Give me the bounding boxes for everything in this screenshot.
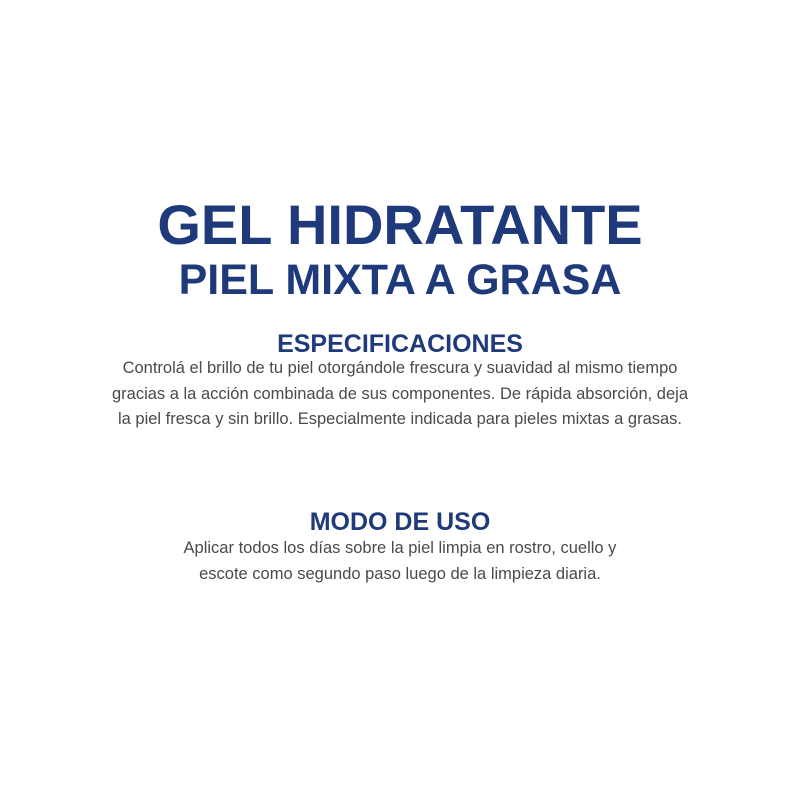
specifications-heading: ESPECIFICACIONES xyxy=(277,330,523,358)
product-title: GEL HIDRATANTE xyxy=(157,193,643,256)
usage-heading: MODO DE USO xyxy=(309,508,491,536)
usage-text: Aplicar todos los días sobre la piel limpia en rostro, cuello y escote como segundo paso luego de la limpieza diaria. xyxy=(183,539,617,583)
product-subtitle: PIEL MIXTA A GRASA xyxy=(178,256,622,304)
specifications-text: Controlá el brillo de tu piel otorgándole frescura y suavidad al mismo tiempo gracias a la acción combinada de sus componentes. De rápida absorción, deja la piel fresca y sin brillo. Especialmente indicada para pieles mixtas a grasas. xyxy=(111,359,688,428)
